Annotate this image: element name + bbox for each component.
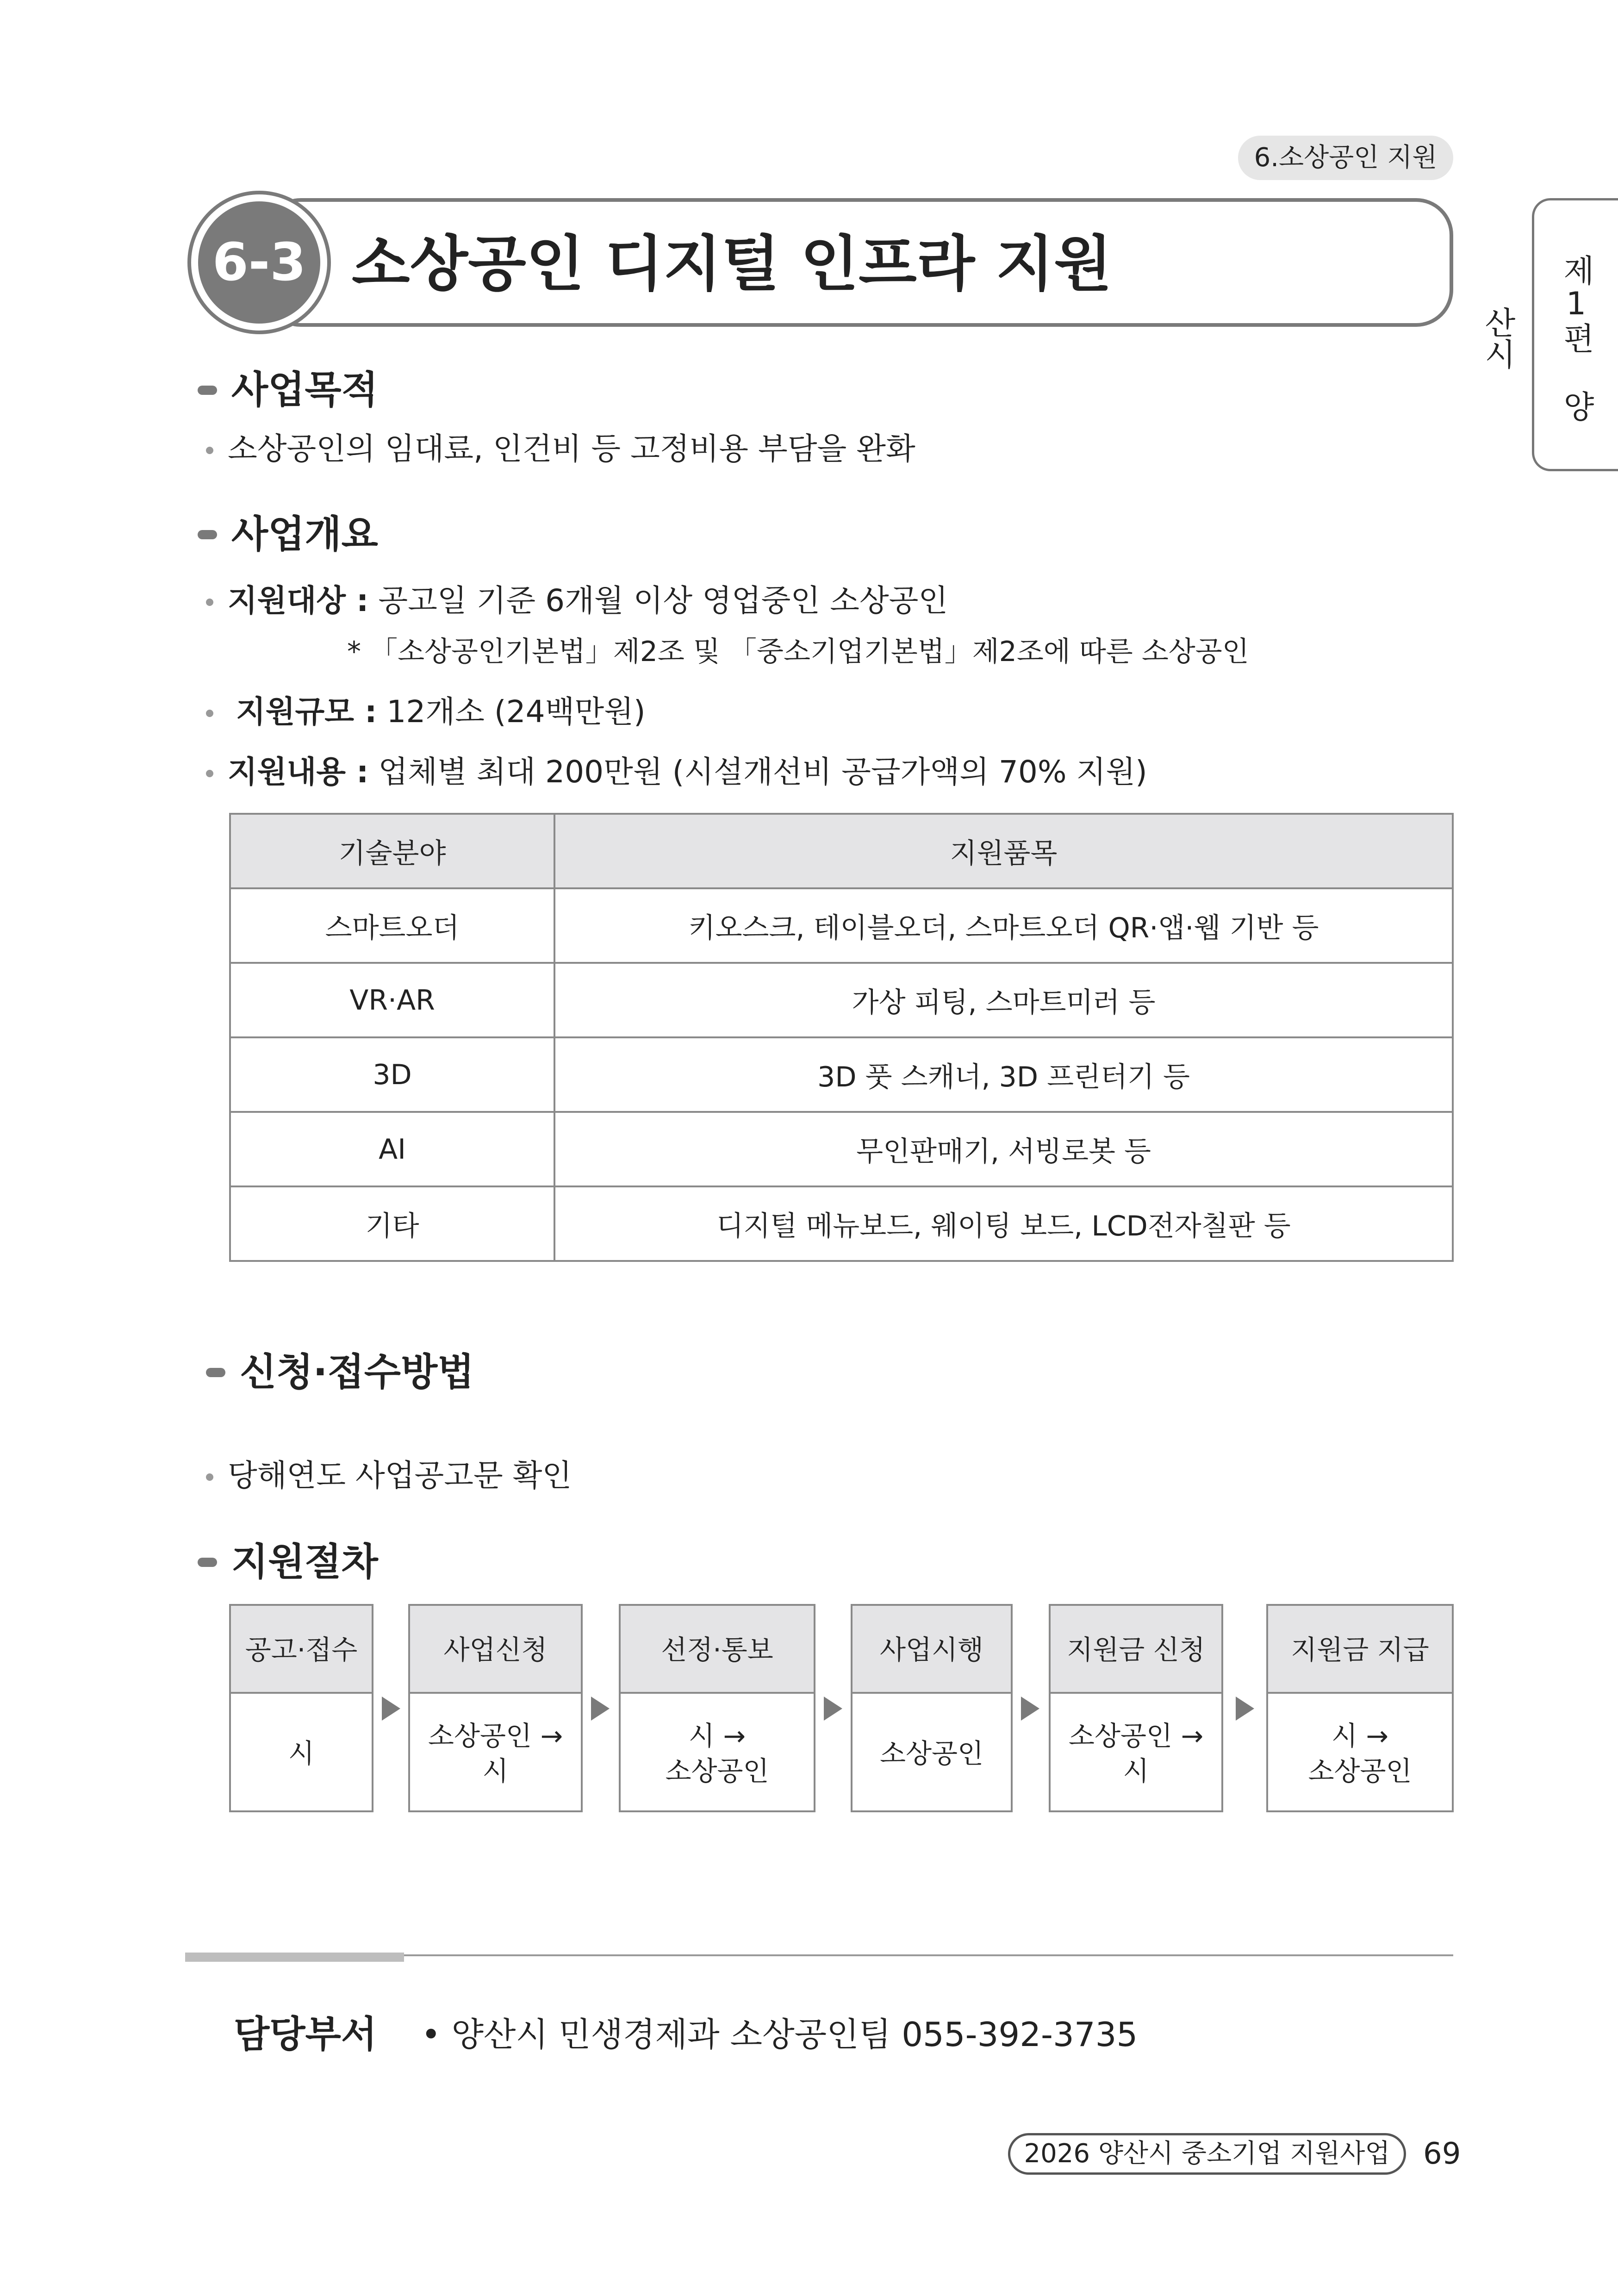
- table-cell: 디지털 메뉴보드, 웨이팅 보드, LCD전자칠판 등: [554, 1186, 1453, 1261]
- bullet-icon: [206, 710, 213, 717]
- section-tab: 6.소상공인 지원: [1238, 136, 1453, 180]
- apply-heading: 신청·접수방법: [240, 1350, 474, 1394]
- arrow-right-icon: [382, 1697, 400, 1721]
- step-actor: 소상공인 → 시: [1068, 1720, 1204, 1787]
- page-title: 소상공인 디지털 인프라 지원: [352, 229, 1112, 299]
- step-title: 지원금 지급: [1268, 1606, 1452, 1694]
- overview-heading: 사업개요: [231, 512, 378, 556]
- footer-divider-accent: [185, 1953, 404, 1962]
- arrow-right-icon: [824, 1697, 842, 1721]
- step-title: 사업시행: [853, 1606, 1011, 1694]
- table-row: [230, 1037, 1453, 1112]
- table-header-row: [230, 814, 1453, 888]
- apply-item: 당해연도 사업공고문 확인: [228, 1458, 572, 1493]
- table-cell: 가상 피팅, 스마트미러 등: [554, 963, 1453, 1037]
- table-row: [230, 888, 1453, 963]
- table-cell: 무인판매기, 서빙로봇 등: [554, 1112, 1453, 1186]
- content-line: [228, 751, 1147, 793]
- scale-line: [236, 691, 646, 733]
- target-line: [228, 580, 948, 622]
- table-cell: 3D: [230, 1037, 554, 1112]
- table-cell: AI: [230, 1112, 554, 1186]
- procedure-step: [1049, 1604, 1223, 1812]
- step-title: 사업신청: [410, 1606, 581, 1694]
- target-label: 지원대상 :: [228, 583, 369, 618]
- bullet-icon: [206, 599, 213, 606]
- arrow-right-icon: [1021, 1697, 1039, 1721]
- content-text: 업체별 최대 200만원 (시설개선비 공급가액의 70% 지원): [378, 754, 1147, 790]
- step-actor: 시 → 소상공인: [1308, 1720, 1412, 1787]
- bullet-icon: [206, 447, 213, 454]
- publication-title: 2026 양산시 중소기업 지원사업: [1008, 2133, 1406, 2175]
- dept-contact: • 양산시 민생경제과 소상공인팀 055-392-3735: [421, 2015, 1138, 2054]
- purpose-heading: 사업목적: [231, 368, 378, 412]
- procedure-step: [1266, 1604, 1454, 1812]
- target-text: 공고일 기준 6개월 이상 영업중인 소상공인: [378, 583, 948, 618]
- table-row: [230, 1112, 1453, 1186]
- content-label: 지원내용 :: [228, 754, 369, 790]
- purpose-item: 소상공인의 임대료, 인건비 등 고정비용 부담을 완화: [228, 431, 915, 467]
- arrow-right-icon: [591, 1697, 610, 1721]
- scale-text: 12개소 (24백만원): [386, 694, 646, 730]
- step-actor: 시 → 소상공인: [665, 1720, 769, 1787]
- table-cell: VR·AR: [230, 963, 554, 1037]
- step-title: 지원금 신청: [1051, 1606, 1221, 1694]
- section-number-badge: 6-3: [198, 201, 320, 324]
- step-title: 선정·통보: [621, 1606, 814, 1694]
- heading-marker-icon: [198, 1558, 217, 1567]
- table-header: 기술분야: [230, 814, 554, 888]
- table-row: [230, 1186, 1453, 1261]
- dept-label: 담당부서: [234, 2013, 377, 2056]
- procedure-step: [408, 1604, 583, 1812]
- step-title: 공고·접수: [231, 1606, 372, 1694]
- step-actor: 소상공인 → 시: [428, 1720, 563, 1787]
- arrow-right-icon: [1236, 1697, 1254, 1721]
- heading-marker-icon: [206, 1368, 225, 1377]
- heading-marker-icon: [198, 530, 217, 539]
- target-note: * 「소상공인기본법」제2조 및 「중소기업기본법」제2조에 따른 소상공인: [347, 636, 1249, 668]
- scale-label: 지원규모 :: [236, 694, 377, 730]
- support-items-table: [229, 813, 1454, 1262]
- table-cell: 3D 풋 스캐너, 3D 프린터기 등: [554, 1037, 1453, 1112]
- table-cell: 기타: [230, 1186, 554, 1261]
- procedure-step: [619, 1604, 815, 1812]
- page-number: 69: [1423, 2137, 1461, 2171]
- table-header: 지원품목: [554, 814, 1453, 888]
- procedure-heading: 지원절차: [231, 1540, 378, 1584]
- table-cell: 키오스크, 테이블오더, 스마트오더 QR·앱·웹 기반 등: [554, 888, 1453, 963]
- bullet-icon: [206, 1473, 213, 1481]
- table-cell: 스마트오더: [230, 888, 554, 963]
- heading-marker-icon: [198, 386, 217, 395]
- step-actor: 소상공인: [879, 1738, 984, 1769]
- side-tab-label: 제1편 양산시: [1479, 254, 1594, 422]
- step-actor: 시: [288, 1738, 315, 1769]
- procedure-step: [851, 1604, 1013, 1812]
- procedure-step: [229, 1604, 373, 1812]
- table-row: [230, 963, 1453, 1037]
- bullet-icon: [206, 770, 213, 777]
